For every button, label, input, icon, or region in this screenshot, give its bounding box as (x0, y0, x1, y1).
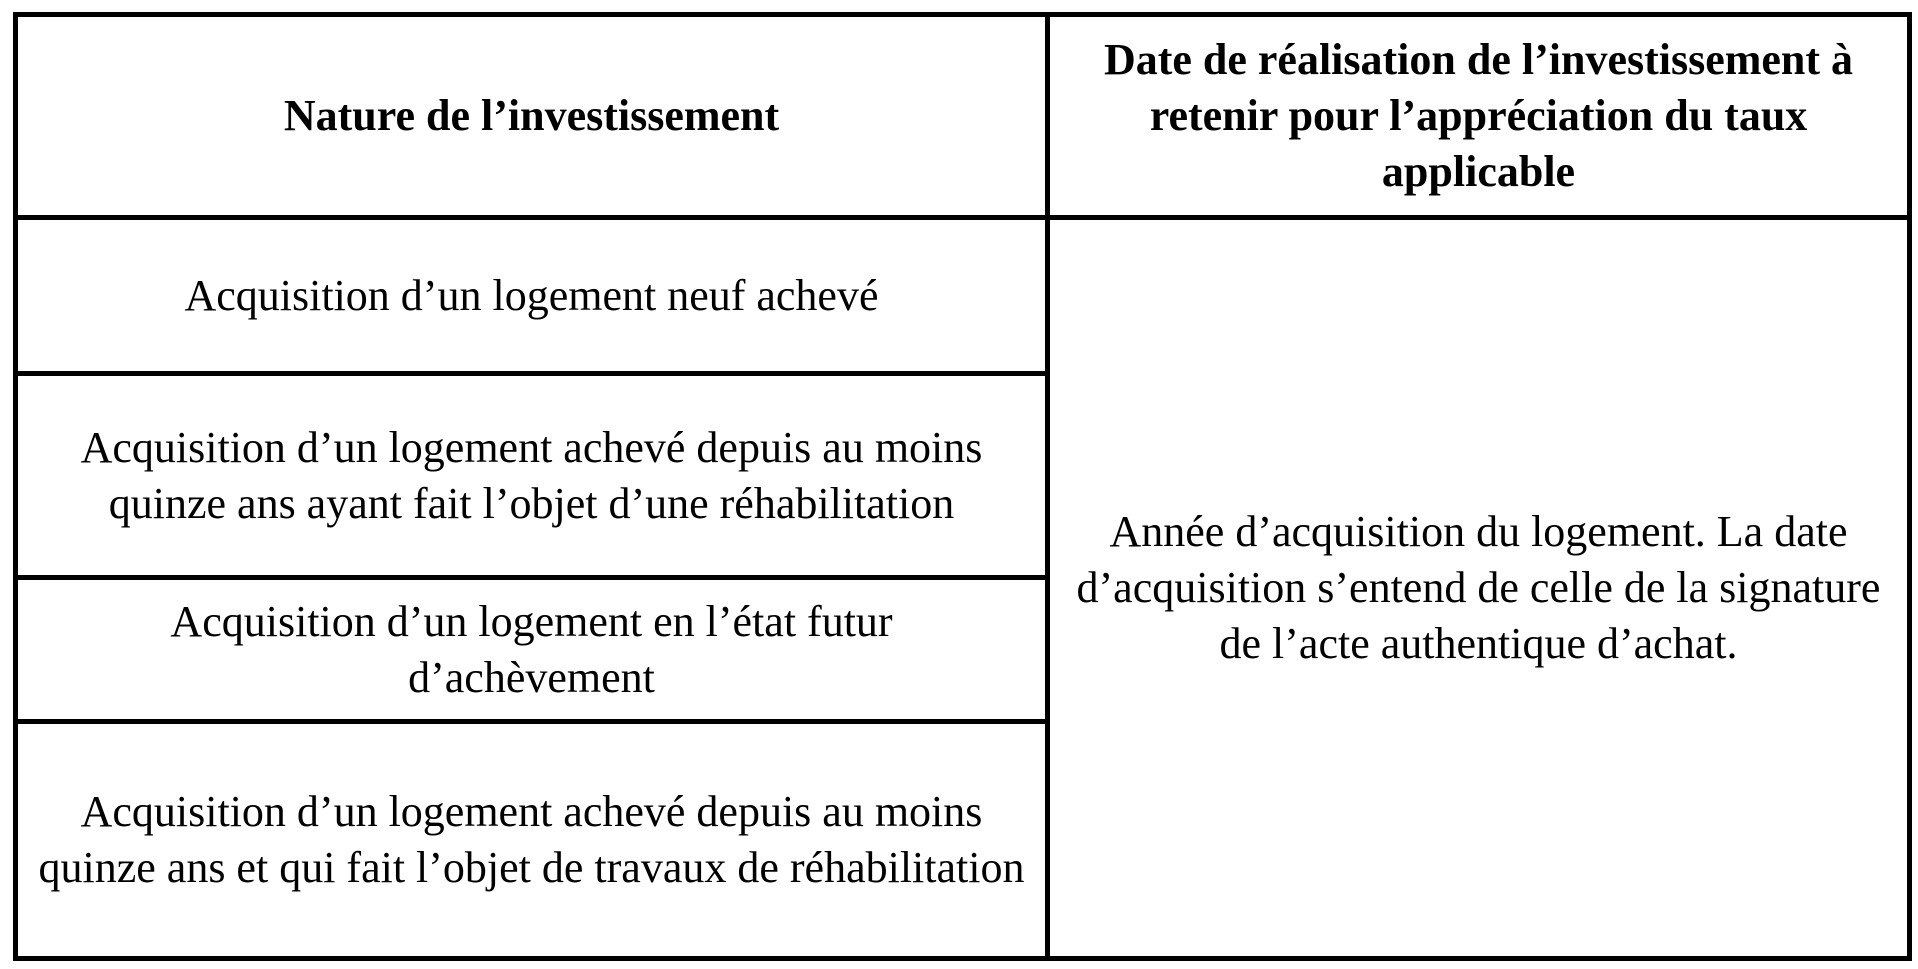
table-row (16, 218, 1910, 374)
nature-cell (16, 218, 1048, 374)
nature-cell (16, 722, 1048, 959)
date-value-text: Année d’acquisition du logement. La date d’acquisition s’entend de celle de la signature de l’acte authentique d’achat. (1076, 507, 1881, 668)
header-date-label: Date de réalisation de l’investissement à retenir pour l’appréciation du taux applicable (1103, 35, 1854, 196)
header-date-cell (1048, 15, 1910, 218)
header-nature-label: Nature de l’investissement (283, 91, 780, 140)
nature-cell (16, 374, 1048, 578)
nature-text: Acquisition d’un logement neuf achevé (184, 270, 879, 320)
nature-cell (16, 578, 1048, 722)
investment-date-table (13, 12, 1912, 961)
table-header-row (16, 15, 1910, 218)
nature-text: Acquisition d’un logement en l’état futur d’achèvement (170, 596, 893, 702)
date-value-cell (1048, 218, 1910, 959)
nature-text: Acquisition d’un logement achevé depuis au moins quinze ans ayant fait l’objet d’une réhabilitation (80, 422, 983, 528)
header-nature-cell (16, 15, 1048, 218)
nature-text: Acquisition d’un logement achevé depuis au moins quinze ans et qui fait l’objet de travaux de réhabilitation (38, 787, 1025, 892)
